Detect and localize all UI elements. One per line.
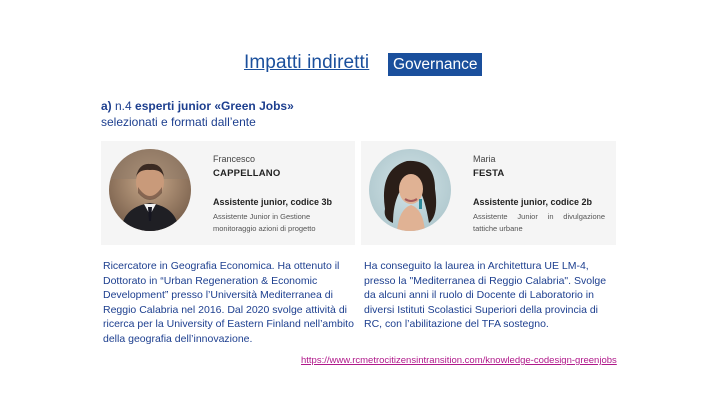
section-badge: Governance [388,53,482,76]
profile-bio-festa: Ha conseguito la laurea in Architettura UE LM-4, presso la "Mediterranea di Reggio Calabria". Svolge da alcuni anni il ruolo di Docente di Laboratorio in diversi Istituti Scolastici Superiori della provincia di RC, con l’abilitazione del TFA sostegno. [364,260,607,331]
subtitle-prefix: a) [101,99,112,113]
profile-last-name: FESTA [473,168,505,179]
header [0,52,720,78]
profile-card-cappellano [101,141,355,245]
profile-first-name: Francesco [213,154,256,164]
subtitle-bold: esperti junior «Green Jobs» [135,99,294,113]
subtitle-line2: selezionati e formati dall’ente [101,115,256,129]
profile-role: Assistente junior, codice 3b [213,197,333,207]
profile-description: Assistente Junior in Gestione monitoraggio azioni di progetto [213,212,316,233]
page-title: Impatti indiretti [244,52,370,73]
profile-bio-cappellano: Ricercatore in Geografia Economica. Ha ottenuto il Dottorato in “Urban Regeneration & Economic Development” presso l’Università Mediterranea di Reggio Calabria nel 2016. Dal 2020 svolge attività di ricerca per la University of Eastern Finland nell’ambito della geografia dell’innovazione. [103,260,354,345]
profile-role: Assistente junior, codice 2b [473,197,593,207]
profile-description: Assistente Junior in divulgazione tattiche urbane [473,212,605,233]
subtitle-number: n.4 [111,99,136,113]
avatar-photo [369,149,451,231]
avatar-photo [109,149,191,231]
profile-last-name: CAPPELLANO [213,168,281,179]
profile-card-festa [361,141,616,245]
profile-first-name: Maria [473,154,496,164]
subtitle [101,98,294,130]
source-link[interactable]: https://www.rcmetrocitizensintransition.com/knowledge-codesign-greenjobs [301,355,617,366]
